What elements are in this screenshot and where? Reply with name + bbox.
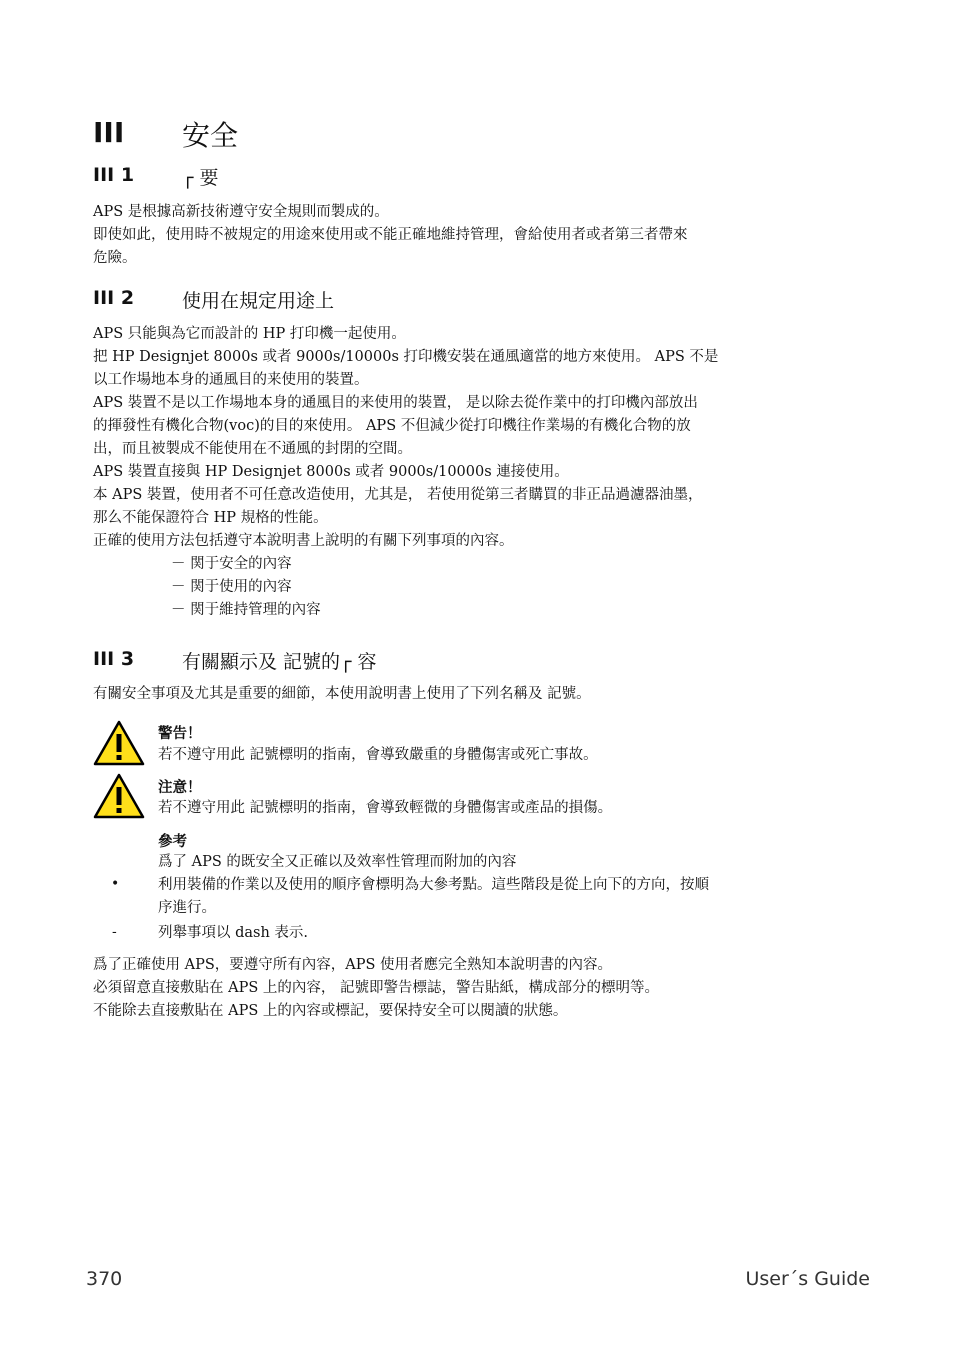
dash-text <box>158 922 308 945</box>
paragraph-line: APS 是根據高新技術遵守安全規則而製成的。 <box>93 204 389 220</box>
reference-text <box>158 851 516 874</box>
paragraph-line: 若不遵守用此 記號標明的指南，會導致嚴重的身體傷害或死亡事故。 <box>158 747 598 763</box>
sub-list-item: － 関于安全的內容 <box>171 556 292 572</box>
paragraph-line: 的揮發性有機化合物(voc)的目的來使用。 APS 不但減少從打印機往作業場的有機化合物的放 <box>93 418 691 434</box>
bullet-text <box>158 874 709 920</box>
paragraph-line: 利用裝備的作業以及使用的順序會標明為大參考點。這些階段是從上向下的方向，按順 <box>158 877 709 893</box>
section-1-title: ┌ 要 <box>182 167 219 189</box>
warning-text <box>158 744 598 767</box>
section-2-body <box>93 323 718 622</box>
bullet-icon: • <box>111 876 120 892</box>
chapter-title: 安全 <box>182 119 239 152</box>
paragraph-line: 即使如此，使用時不被規定的用途來使用或不能正確地維持管理，會給使用者或者第三者帶來 <box>93 227 688 243</box>
caution-text <box>158 797 612 820</box>
sub-list-item: － 関于維持管理的內容 <box>171 602 321 618</box>
paragraph-line: 出，而且被製成不能使用在不通風的封閉的空間。 <box>93 441 412 457</box>
guide-title: User´s Guide <box>745 1268 870 1290</box>
paragraph-line: APS 裝置直接與 HP Designjet 8000s 或者 9000s/10000s 連接使用。 <box>93 464 569 480</box>
section-3-number: III 3 <box>93 648 135 670</box>
section-1-number: III 1 <box>93 164 135 186</box>
paragraph-line: APS 只能與為它而設計的 HP 打印機一起使用。 <box>93 326 406 342</box>
paragraph-line: 那么不能保證符合 HP 規格的性能。 <box>93 510 328 526</box>
section-1-body <box>93 201 688 270</box>
sub-list-item: － 関于使用的內容 <box>171 579 292 595</box>
warning-label: 警告！ <box>158 725 202 742</box>
caution-label: 注意！ <box>158 779 202 796</box>
paragraph-line: 本 APS 裝置，使用者不可任意改造使用，尤其是， 若使用從第三者購買的非正品過濾器油墨， <box>93 487 703 503</box>
reference-label: 參考 <box>158 833 187 850</box>
paragraph-line: 把 HP Designjet 8000s 或者 9000s/10000s 打印機安裝在通風適當的地方來使用。 APS 不是 <box>93 349 719 365</box>
section-2-title: 使用在規定用途上 <box>182 290 335 312</box>
caution-triangle-icon <box>93 773 145 819</box>
section-3-intro <box>93 683 591 706</box>
section-3-title: 有關顯示及 記號的┌ 容 <box>182 651 377 673</box>
paragraph-line: 必須留意直接敷貼在 APS 上的內容， 記號即警告標誌，警告貼紙，構成部分的標明等。 <box>93 980 659 996</box>
page-number: 370 <box>86 1268 123 1290</box>
paragraph-line: 不能除去直接敷貼在 APS 上的內容或標記，要保持安全可以閱讀的狀態。 <box>93 1003 568 1019</box>
paragraph-line: 爲了 APS 的既安全又正確以及效率性管理而附加的內容 <box>158 854 517 870</box>
paragraph-line: 危險。 <box>93 250 137 266</box>
paragraph-line: 序進行。 <box>158 900 216 916</box>
paragraph-line: 正確的使用方法包括遵守本說明書上說明的有關下列事項的內容。 <box>93 533 514 549</box>
paragraph-line: 若不遵守用此 記號標明的指南，會導致輕微的身體傷害或產品的損傷。 <box>158 800 613 816</box>
paragraph-line: APS 裝置不是以工作場地本身的通風目的来使用的裝置， 是以除去從作業中的打印機內部放出 <box>93 395 698 411</box>
section-3-closing <box>93 954 659 1023</box>
paragraph-line: 以工作場地本身的通風目的来使用的裝置。 <box>93 372 369 388</box>
paragraph-line: 列舉事項以 dash 表示. <box>158 925 309 941</box>
chapter-number: III <box>93 116 125 149</box>
paragraph-line: 有關安全事項及尤其是重要的細節，本使用說明書上使用了下列名稱及 記號。 <box>93 686 591 702</box>
section-2-number: III 2 <box>93 287 135 309</box>
dash-icon: - <box>112 924 117 940</box>
paragraph-line: 爲了正確使用 APS，要遵守所有內容，APS 使用者應完全熟知本說明書的內容。 <box>93 957 613 973</box>
warning-triangle-icon <box>93 720 145 766</box>
